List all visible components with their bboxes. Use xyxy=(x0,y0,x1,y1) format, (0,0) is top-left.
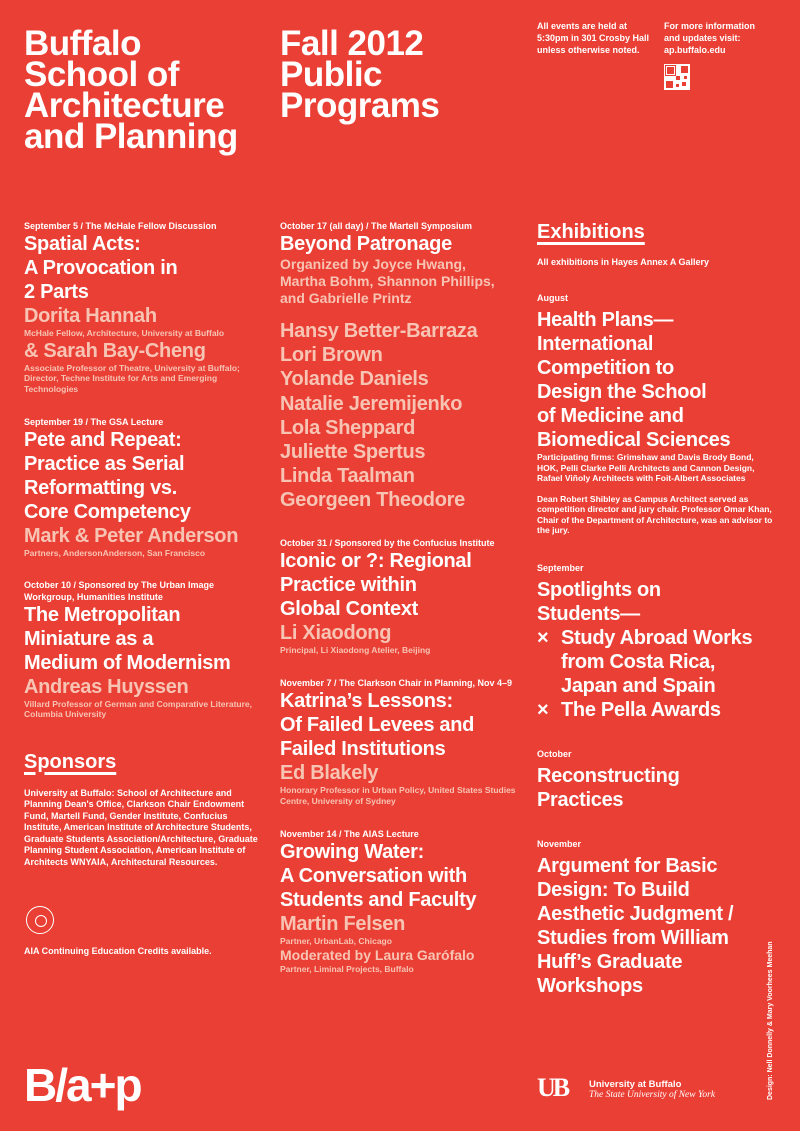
exhibition-august xyxy=(537,292,777,536)
column-lectures-2 xyxy=(280,220,520,990)
symposium-organizers xyxy=(280,256,520,307)
event-title xyxy=(24,232,264,304)
column-lectures-1 xyxy=(24,220,264,868)
exhibition-november xyxy=(537,838,777,998)
speaker-affiliation: McHale Fellow, Architecture, University at Buffalo xyxy=(24,328,225,338)
list-item-line: Japan and Spain xyxy=(561,674,716,697)
event-pete-and-repeat xyxy=(24,416,264,559)
sponsors-text: University at Buffalo: School of Architecture and Planning Dean's Office, Clarkson Chair Endowment Fund, Martell Fund, Gender Institute, Confucius Institute, American Institute of Architecture Students, Graduate Students Association/Architecture, Graduate Planning Student Association, American Institute of Architects WNYAIA, Architectural Resources. xyxy=(24,787,258,867)
exhibitions-heading: Exhibitions xyxy=(537,221,645,243)
speaker-name: Georgeen Theodore xyxy=(280,489,465,512)
event-metropolitan-miniature xyxy=(24,579,264,720)
exhibition-note: Dean Robert Shibley as Campus Architect served as competition director and jury chair. Professor Omar Khan, Chair of the Department of Architecture, was an advisor to the jury. xyxy=(537,493,773,535)
event-title xyxy=(24,603,264,675)
info-note-line: For more information xyxy=(664,21,756,31)
event-title-line: Practice as Serial xyxy=(24,453,185,475)
qr-code-icon[interactable] xyxy=(664,64,690,90)
speaker-name: Andreas Huyssen xyxy=(24,675,189,698)
exhibition-list-item xyxy=(537,698,777,722)
event-title-line: Students and Faculty xyxy=(280,889,477,912)
speaker-affiliation: Partner, UrbanLab, Chicago xyxy=(280,936,392,947)
exhibition-month: November xyxy=(537,838,582,849)
design-credit: Design: Nell Donnelly & Mary Voorhees Meehan xyxy=(767,941,774,1100)
exhibition-title-line: Practices xyxy=(537,788,624,811)
speaker-name: Mark & Peter Anderson xyxy=(24,525,239,547)
exhibition-title-line: Studies from William xyxy=(537,926,729,949)
symposium-speakers xyxy=(280,319,520,513)
event-kicker: October 17 (all day) / The Martell Symposium xyxy=(280,221,473,231)
event-kicker: September 19 / The GSA Lecture xyxy=(24,417,164,427)
event-title xyxy=(280,840,520,912)
event-title-line: Reformatting vs. xyxy=(24,477,178,499)
sponsors-section xyxy=(24,750,264,869)
event-spatial-acts xyxy=(24,220,264,394)
event-title-line: Failed Institutions xyxy=(280,738,446,761)
list-item-line: from Costa Rica, xyxy=(561,650,716,673)
speaker-name: Ed Blakely xyxy=(280,762,379,785)
speaker-affiliation: Partners, AndersonAnderson, San Francisco xyxy=(24,548,206,558)
aia-credits: AIA Continuing Education Credits available. xyxy=(24,946,212,956)
school-title-line: and Planning xyxy=(24,117,238,156)
event-title-line: Core Competency xyxy=(24,501,191,523)
ub-name: University at Buffalo xyxy=(589,1079,682,1090)
event-kicker: November 7 / The Clarkson Chair in Planning, Nov 4–9 xyxy=(280,678,513,689)
speaker-affiliation: Principal, Li Xiaodong Atelier, Beijing xyxy=(280,644,431,655)
event-title-line: The Metropolitan xyxy=(24,603,181,626)
speaker-name: Juliette Spertus xyxy=(280,441,426,464)
speaker-affiliation: Honorary Professor in Urban Policy, United States Studies Centre, University of Sydney xyxy=(280,785,516,806)
info-url[interactable]: ap.buffalo.edu xyxy=(664,45,726,55)
exhibition-title-line: Argument for Basic xyxy=(537,854,718,877)
exhibition-title-line: of Medicine and xyxy=(537,405,684,427)
exhibition-month: September xyxy=(537,562,584,573)
speaker-name: Lola Sheppard xyxy=(280,416,416,439)
event-title xyxy=(280,689,520,761)
exhibition-title xyxy=(537,764,777,812)
event-title xyxy=(24,428,264,524)
event-title-line: Practice within xyxy=(280,573,417,596)
exhibition-month: October xyxy=(537,748,572,759)
exhibition-title xyxy=(537,308,777,452)
exhibition-title-line: Competition to xyxy=(537,357,674,379)
organizers-line: and Gabrielle Printz xyxy=(280,290,412,306)
event-title-line: Pete and Repeat: xyxy=(24,429,182,451)
speaker-name: Martin Felsen xyxy=(280,913,406,936)
exhibition-september xyxy=(537,562,777,722)
event-katrinas-lessons xyxy=(280,677,520,806)
event-title-line: A Provocation in xyxy=(24,257,178,279)
program-title-line: Fall 2012 xyxy=(280,24,424,63)
exhibition-title-line: Aesthetic Judgment / xyxy=(537,902,734,925)
program-title xyxy=(280,24,440,125)
event-kicker: November 14 / The AIAS Lecture xyxy=(280,829,419,840)
speaker-name: Hansy Better-Barraza xyxy=(280,320,478,342)
info-note xyxy=(664,20,755,56)
exhibition-title-line: Design the School xyxy=(537,381,707,403)
exhibition-title-line: Biomedical Sciences xyxy=(537,429,731,451)
exhibition-october xyxy=(537,748,777,812)
event-kicker: September 5 / The McHale Fellow Discussion xyxy=(24,221,217,231)
event-title-line: Of Failed Levees and xyxy=(280,714,475,737)
exhibition-title-line: Students— xyxy=(537,602,640,625)
speaker-name: Linda Taalman xyxy=(280,465,415,488)
exhibitions-location: All exhibitions in Hayes Annex A Gallery xyxy=(537,257,710,267)
exhibition-list-item xyxy=(537,626,777,698)
exhibition-firms: Participating firms: Grimshaw and Davis Brody Bond, HOK, Pelli Clarke Pelli Architects and Cannon Design, Rafael Viñoly Architects with Foit-Albert Associates xyxy=(537,452,755,483)
exhibition-title-line: Huff’s Graduate xyxy=(537,950,683,973)
event-title-line: Medium of Modernism xyxy=(24,651,231,674)
school-title xyxy=(24,24,238,156)
event-title-line: Miniature as a xyxy=(24,627,154,650)
exhibition-month: August xyxy=(537,293,568,303)
moderator-name: Moderated by Laura Garófalo xyxy=(280,946,475,963)
event-title-line: Spatial Acts: xyxy=(24,233,141,255)
speaker-affiliation: Villard Professor of German and Comparative Literature, Columbia University xyxy=(24,698,252,719)
speaker-name: Natalie Jeremijenko xyxy=(280,392,463,415)
speaker-name: Li Xiaodong xyxy=(280,621,392,644)
exhibition-title-line: Workshops xyxy=(537,974,643,997)
exhibition-title xyxy=(537,578,777,722)
school-title-line: Architecture xyxy=(24,86,225,125)
exhibition-title-line: Design: To Build xyxy=(537,878,690,901)
program-title-line: Programs xyxy=(280,86,440,125)
x-bullet-icon: × xyxy=(537,626,549,649)
event-title-line: Global Context xyxy=(280,597,419,620)
column-exhibitions xyxy=(537,220,777,998)
ub-subtitle: The State University of New York xyxy=(589,1090,716,1100)
event-beyond-patronage xyxy=(280,220,520,513)
info-note-line: and updates visit: xyxy=(664,33,741,43)
speaker-name: & Sarah Bay-Cheng xyxy=(24,339,206,362)
program-title-line: Public xyxy=(280,55,383,94)
exhibition-title-line: Reconstructing xyxy=(537,764,680,787)
event-title-line: Growing Water: xyxy=(280,841,424,864)
moderator-affiliation: Partner, Liminal Projects, Buffalo xyxy=(280,963,414,974)
event-title-line: Katrina’s Lessons: xyxy=(280,690,453,713)
event-kicker: October 31 / Sponsored by the Confucius Institute xyxy=(280,537,495,548)
venue-note-line: unless otherwise noted. xyxy=(537,45,640,55)
speaker-name: Yolande Daniels xyxy=(280,368,429,391)
list-item-line: The Pella Awards xyxy=(561,698,721,721)
event-growing-water xyxy=(280,828,520,974)
venue-note-line: 5:30pm in 301 Crosby Hall xyxy=(537,33,650,43)
organizers-line: Organized by Joyce Hwang, xyxy=(280,256,466,272)
exhibition-title xyxy=(537,854,777,998)
bap-logo: B/a+p xyxy=(24,1059,141,1111)
venue-note xyxy=(537,20,649,56)
school-title-line: Buffalo xyxy=(24,24,142,63)
venue-note-line: All events are held at xyxy=(537,21,628,31)
x-bullet-icon: × xyxy=(537,698,549,721)
event-iconic-or xyxy=(280,537,520,656)
organizers-line: Martha Bohm, Shannon Phillips, xyxy=(280,273,495,289)
event-kicker: October 10 / Sponsored by The Urban Image Workgroup, Humanities Institute xyxy=(24,579,215,602)
speaker-affiliation: Associate Professor of Theatre, University at Buffalo; Director, Techne Institute for Arts and Emerging Technologies xyxy=(24,362,240,394)
event-title-line: A Conversation with xyxy=(280,865,467,888)
speaker-name: Dorita Hannah xyxy=(24,305,157,327)
event-title-line: 2 Parts xyxy=(24,281,89,303)
exhibition-title-line: Spotlights on xyxy=(537,578,661,601)
aias-seal-icon xyxy=(26,906,54,934)
speaker-name: Lori Brown xyxy=(280,344,383,367)
ub-wordmark xyxy=(589,1079,759,1101)
list-item-line: Study Abroad Works xyxy=(561,626,753,649)
event-title: Beyond Patronage xyxy=(280,233,452,255)
exhibition-title-line: International xyxy=(537,333,654,355)
exhibition-title-line: Health Plans— xyxy=(537,309,674,331)
ub-mark-icon: UB xyxy=(537,1073,568,1102)
sponsors-heading: Sponsors xyxy=(24,750,117,773)
event-title-line: Iconic or ?: Regional xyxy=(280,549,472,572)
event-title xyxy=(280,549,520,621)
school-title-line: School of xyxy=(24,55,179,94)
